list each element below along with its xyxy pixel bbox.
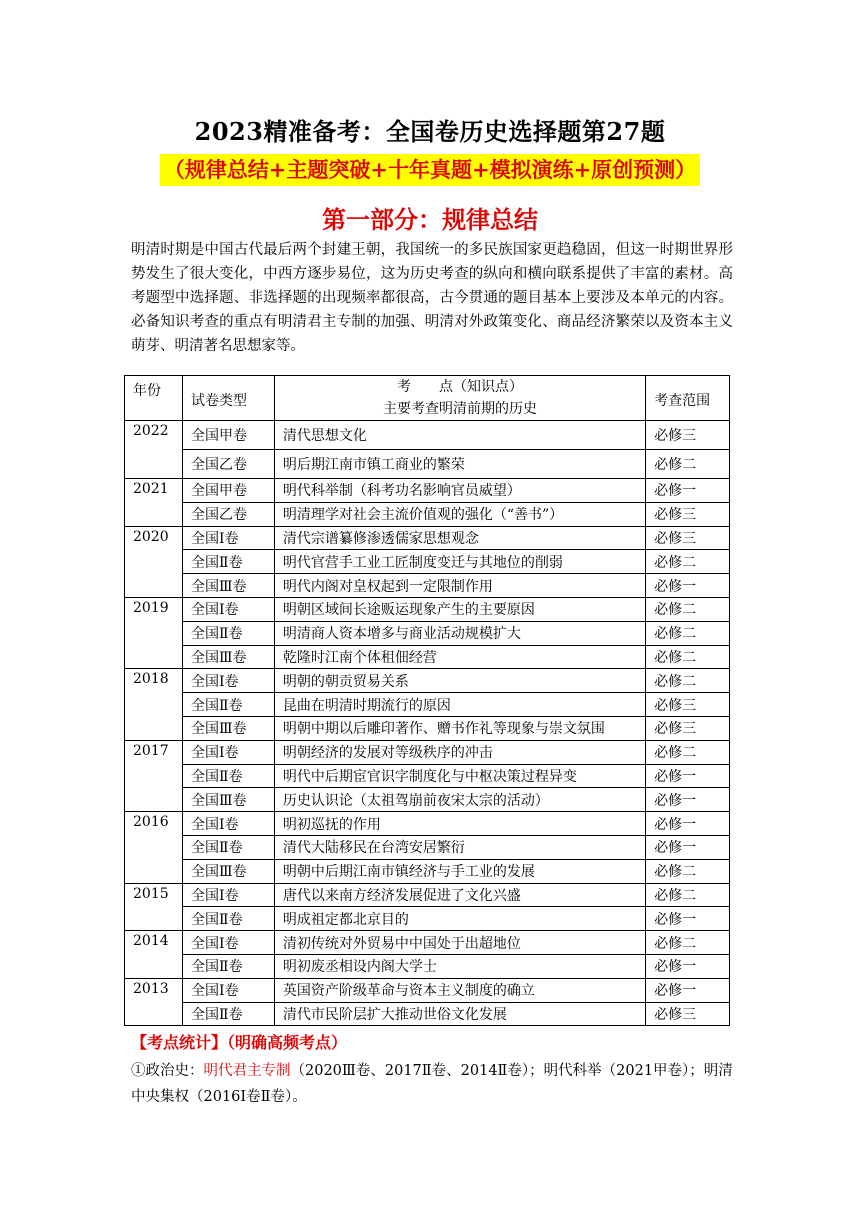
cell-range: 必修三 xyxy=(646,693,730,717)
cell-topic: 明朝经济的发展对等级秩序的冲击 xyxy=(274,740,645,764)
exam-topic-table xyxy=(124,375,730,1026)
cell-paper-type: 全国Ⅲ卷 xyxy=(182,716,274,740)
cell-range: 必修一 xyxy=(646,835,730,859)
cell-topic: 明清理学对社会主流价值观的强化（“善书”） xyxy=(274,502,645,526)
cell-range: 必修二 xyxy=(646,621,730,645)
cell-range: 必修三 xyxy=(646,502,730,526)
cell-range: 必修二 xyxy=(646,859,730,883)
cell-paper-type: 全国Ⅲ卷 xyxy=(182,859,274,883)
cell-year: 2018 xyxy=(125,669,183,740)
header-topic-line1: 考 点（知识点） xyxy=(396,379,523,395)
cell-topic: 明朝中期以后雕印著作、赠书作礼等现象与崇文氛围 xyxy=(274,716,645,740)
page-title: 2023精准备考：全国卷历史选择题第27题 xyxy=(194,117,666,146)
subtitle-highlight: （规律总结+主题突破+十年真题+模拟演练+原创预测） xyxy=(160,154,700,186)
cell-paper-type: 全国Ⅱ卷 xyxy=(182,764,274,788)
stats-prefix: ①政治史： xyxy=(131,1063,204,1079)
cell-range: 必修一 xyxy=(646,788,730,812)
cell-paper-type: 全国Ⅱ卷 xyxy=(182,907,274,931)
table-row xyxy=(125,597,730,621)
table-row xyxy=(125,812,730,836)
cell-topic: 唐代以来南方经济发展促进了文化兴盛 xyxy=(274,883,645,907)
cell-topic: 清初传统对外贸易中中国处于出超地位 xyxy=(274,931,645,955)
table-row xyxy=(125,450,730,479)
cell-paper-type: 全国Ⅰ卷 xyxy=(182,669,274,693)
cell-topic: 明清商人资本增多与商业活动规模扩大 xyxy=(274,621,645,645)
cell-paper-type: 全国Ⅰ卷 xyxy=(182,931,274,955)
cell-range: 必修三 xyxy=(646,716,730,740)
cell-paper-type: 全国Ⅱ卷 xyxy=(182,693,274,717)
cell-paper-type: 全国甲卷 xyxy=(182,421,274,450)
cell-topic: 明后期江南市镇工商业的繁荣 xyxy=(274,450,645,479)
cell-paper-type: 全国Ⅲ卷 xyxy=(182,574,274,598)
cell-topic: 英国资产阶级革命与资本主义制度的确立 xyxy=(274,978,645,1002)
cell-year: 2013 xyxy=(125,978,183,1026)
table-row xyxy=(125,740,730,764)
cell-paper-type: 全国Ⅰ卷 xyxy=(182,597,274,621)
cell-range: 必修一 xyxy=(646,764,730,788)
cell-paper-type: 全国乙卷 xyxy=(182,450,274,479)
table-row xyxy=(125,1002,730,1026)
cell-range: 必修三 xyxy=(646,526,730,550)
cell-topic: 清代大陆移民在台湾安居繁衍 xyxy=(274,835,645,859)
table-row xyxy=(125,883,730,907)
table-row xyxy=(125,931,730,955)
cell-range: 必修二 xyxy=(646,550,730,574)
cell-range: 必修二 xyxy=(646,597,730,621)
cell-year: 2019 xyxy=(125,597,183,668)
cell-topic: 清代宗谱纂修渗透儒家思想观念 xyxy=(274,526,645,550)
table-row xyxy=(125,788,730,812)
cell-paper-type: 全国Ⅰ卷 xyxy=(182,978,274,1002)
cell-year: 2014 xyxy=(125,931,183,979)
cell-range: 必修一 xyxy=(646,479,730,503)
cell-paper-type: 全国乙卷 xyxy=(182,502,274,526)
cell-year: 2016 xyxy=(125,812,183,883)
header-year: 年份 xyxy=(125,376,183,421)
cell-topic: 明初废丞相设内阁大学士 xyxy=(274,954,645,978)
cell-topic: 明代科举制（科考功名影响官员威望） xyxy=(274,479,645,503)
header-paper-type: 试卷类型 xyxy=(182,376,274,421)
cell-topic: 明成祖定都北京目的 xyxy=(274,907,645,931)
cell-paper-type: 全国Ⅰ卷 xyxy=(182,740,274,764)
cell-paper-type: 全国Ⅲ卷 xyxy=(182,645,274,669)
table-row xyxy=(125,621,730,645)
table-row xyxy=(125,645,730,669)
cell-range: 必修二 xyxy=(646,740,730,764)
table-row xyxy=(125,526,730,550)
table-row xyxy=(125,859,730,883)
cell-paper-type: 全国Ⅰ卷 xyxy=(182,526,274,550)
table-row xyxy=(125,479,730,503)
cell-topic: 明代官营手工业工匠制度变迁与其地位的削弱 xyxy=(274,550,645,574)
table-header-row xyxy=(125,376,730,421)
cell-range: 必修一 xyxy=(646,574,730,598)
cell-topic: 明代中后期宦官识字制度化与中枢决策过程异变 xyxy=(274,764,645,788)
cell-topic: 明代内阁对皇权起到一定限制作用 xyxy=(274,574,645,598)
cell-range: 必修二 xyxy=(646,931,730,955)
cell-range: 必修二 xyxy=(646,450,730,479)
cell-range: 必修三 xyxy=(646,421,730,450)
table-row xyxy=(125,574,730,598)
cell-paper-type: 全国Ⅰ卷 xyxy=(182,883,274,907)
cell-paper-type: 全国Ⅱ卷 xyxy=(182,835,274,859)
cell-year: 2021 xyxy=(125,479,183,527)
cell-topic: 昆曲在明清时期流行的原因 xyxy=(274,693,645,717)
cell-topic: 明朝的朝贡贸易关系 xyxy=(274,669,645,693)
cell-range: 必修三 xyxy=(646,1002,730,1026)
header-range: 考查范围 xyxy=(646,376,730,421)
cell-range: 必修二 xyxy=(646,883,730,907)
cell-range: 必修一 xyxy=(646,978,730,1002)
cell-range: 必修二 xyxy=(646,645,730,669)
subtitle-container xyxy=(0,154,860,186)
cell-topic: 乾隆时江南个体租佃经营 xyxy=(274,645,645,669)
cell-paper-type: 全国Ⅰ卷 xyxy=(182,812,274,836)
header-topic-line2: 主要考查明清前期的历史 xyxy=(382,401,537,417)
cell-year: 2020 xyxy=(125,526,183,597)
table-row xyxy=(125,716,730,740)
intro-paragraph: 明清时期是中国古代最后两个封建王朝，我国统一的多民族国家更趋稳固，但这一时期世界形势发生了很大变化，中西方逐步易位，这为历史考查的纵向和横向联系提供了丰富的素材。高考题型中选择题、非选择题的出现频率都很高，古今贯通的题目基本上要涉及本单元的内容。必备知识考查的重点有明清君主专制的加强、明清对外政策变化、商品经济繁荣以及资本主义萌芽、明清著名思想家等。 xyxy=(131,242,733,354)
cell-year: 2017 xyxy=(125,740,183,811)
cell-year: 2015 xyxy=(125,883,183,931)
stats-heading: 【考点统计】（明确高频考点） xyxy=(131,1033,348,1052)
cell-topic: 明朝区域间长途贩运现象产生的主要原因 xyxy=(274,597,645,621)
header-topic xyxy=(274,376,645,421)
table-row xyxy=(125,669,730,693)
cell-topic: 历史认识论（太祖驾崩前夜宋太宗的活动） xyxy=(274,788,645,812)
cell-topic: 清代市民阶层扩大推动世俗文化发展 xyxy=(274,1002,645,1026)
cell-range: 必修二 xyxy=(646,669,730,693)
cell-range: 必修一 xyxy=(646,954,730,978)
cell-range: 必修一 xyxy=(646,812,730,836)
table-row xyxy=(125,421,730,450)
cell-paper-type: 全国Ⅱ卷 xyxy=(182,1002,274,1026)
stats-highlight: 明代君主专制 xyxy=(203,1063,291,1079)
stats-rest: （2020Ⅲ卷、2017Ⅱ卷、2014Ⅱ卷）；明代科举（2021甲卷）；明清中央集权（2016Ⅰ卷Ⅱ卷）。 xyxy=(131,1063,733,1105)
cell-paper-type: 全国Ⅱ卷 xyxy=(182,954,274,978)
cell-paper-type: 全国Ⅱ卷 xyxy=(182,550,274,574)
table-row xyxy=(125,978,730,1002)
cell-topic: 清代思想文化 xyxy=(274,421,645,450)
table-body xyxy=(125,421,730,1026)
cell-year: 2022 xyxy=(125,421,183,479)
cell-topic: 明初巡抚的作用 xyxy=(274,812,645,836)
table-row xyxy=(125,764,730,788)
table-row xyxy=(125,907,730,931)
section-heading: 第一部分：规律总结 xyxy=(322,205,538,234)
table-row xyxy=(125,693,730,717)
cell-range: 必修一 xyxy=(646,907,730,931)
cell-topic: 明朝中后期江南市镇经济与手工业的发展 xyxy=(274,859,645,883)
cell-paper-type: 全国甲卷 xyxy=(182,479,274,503)
table-row xyxy=(125,954,730,978)
stats-paragraph xyxy=(131,1058,733,1110)
cell-paper-type: 全国Ⅲ卷 xyxy=(182,788,274,812)
table-row xyxy=(125,550,730,574)
table-row xyxy=(125,502,730,526)
table-row xyxy=(125,835,730,859)
cell-paper-type: 全国Ⅱ卷 xyxy=(182,621,274,645)
